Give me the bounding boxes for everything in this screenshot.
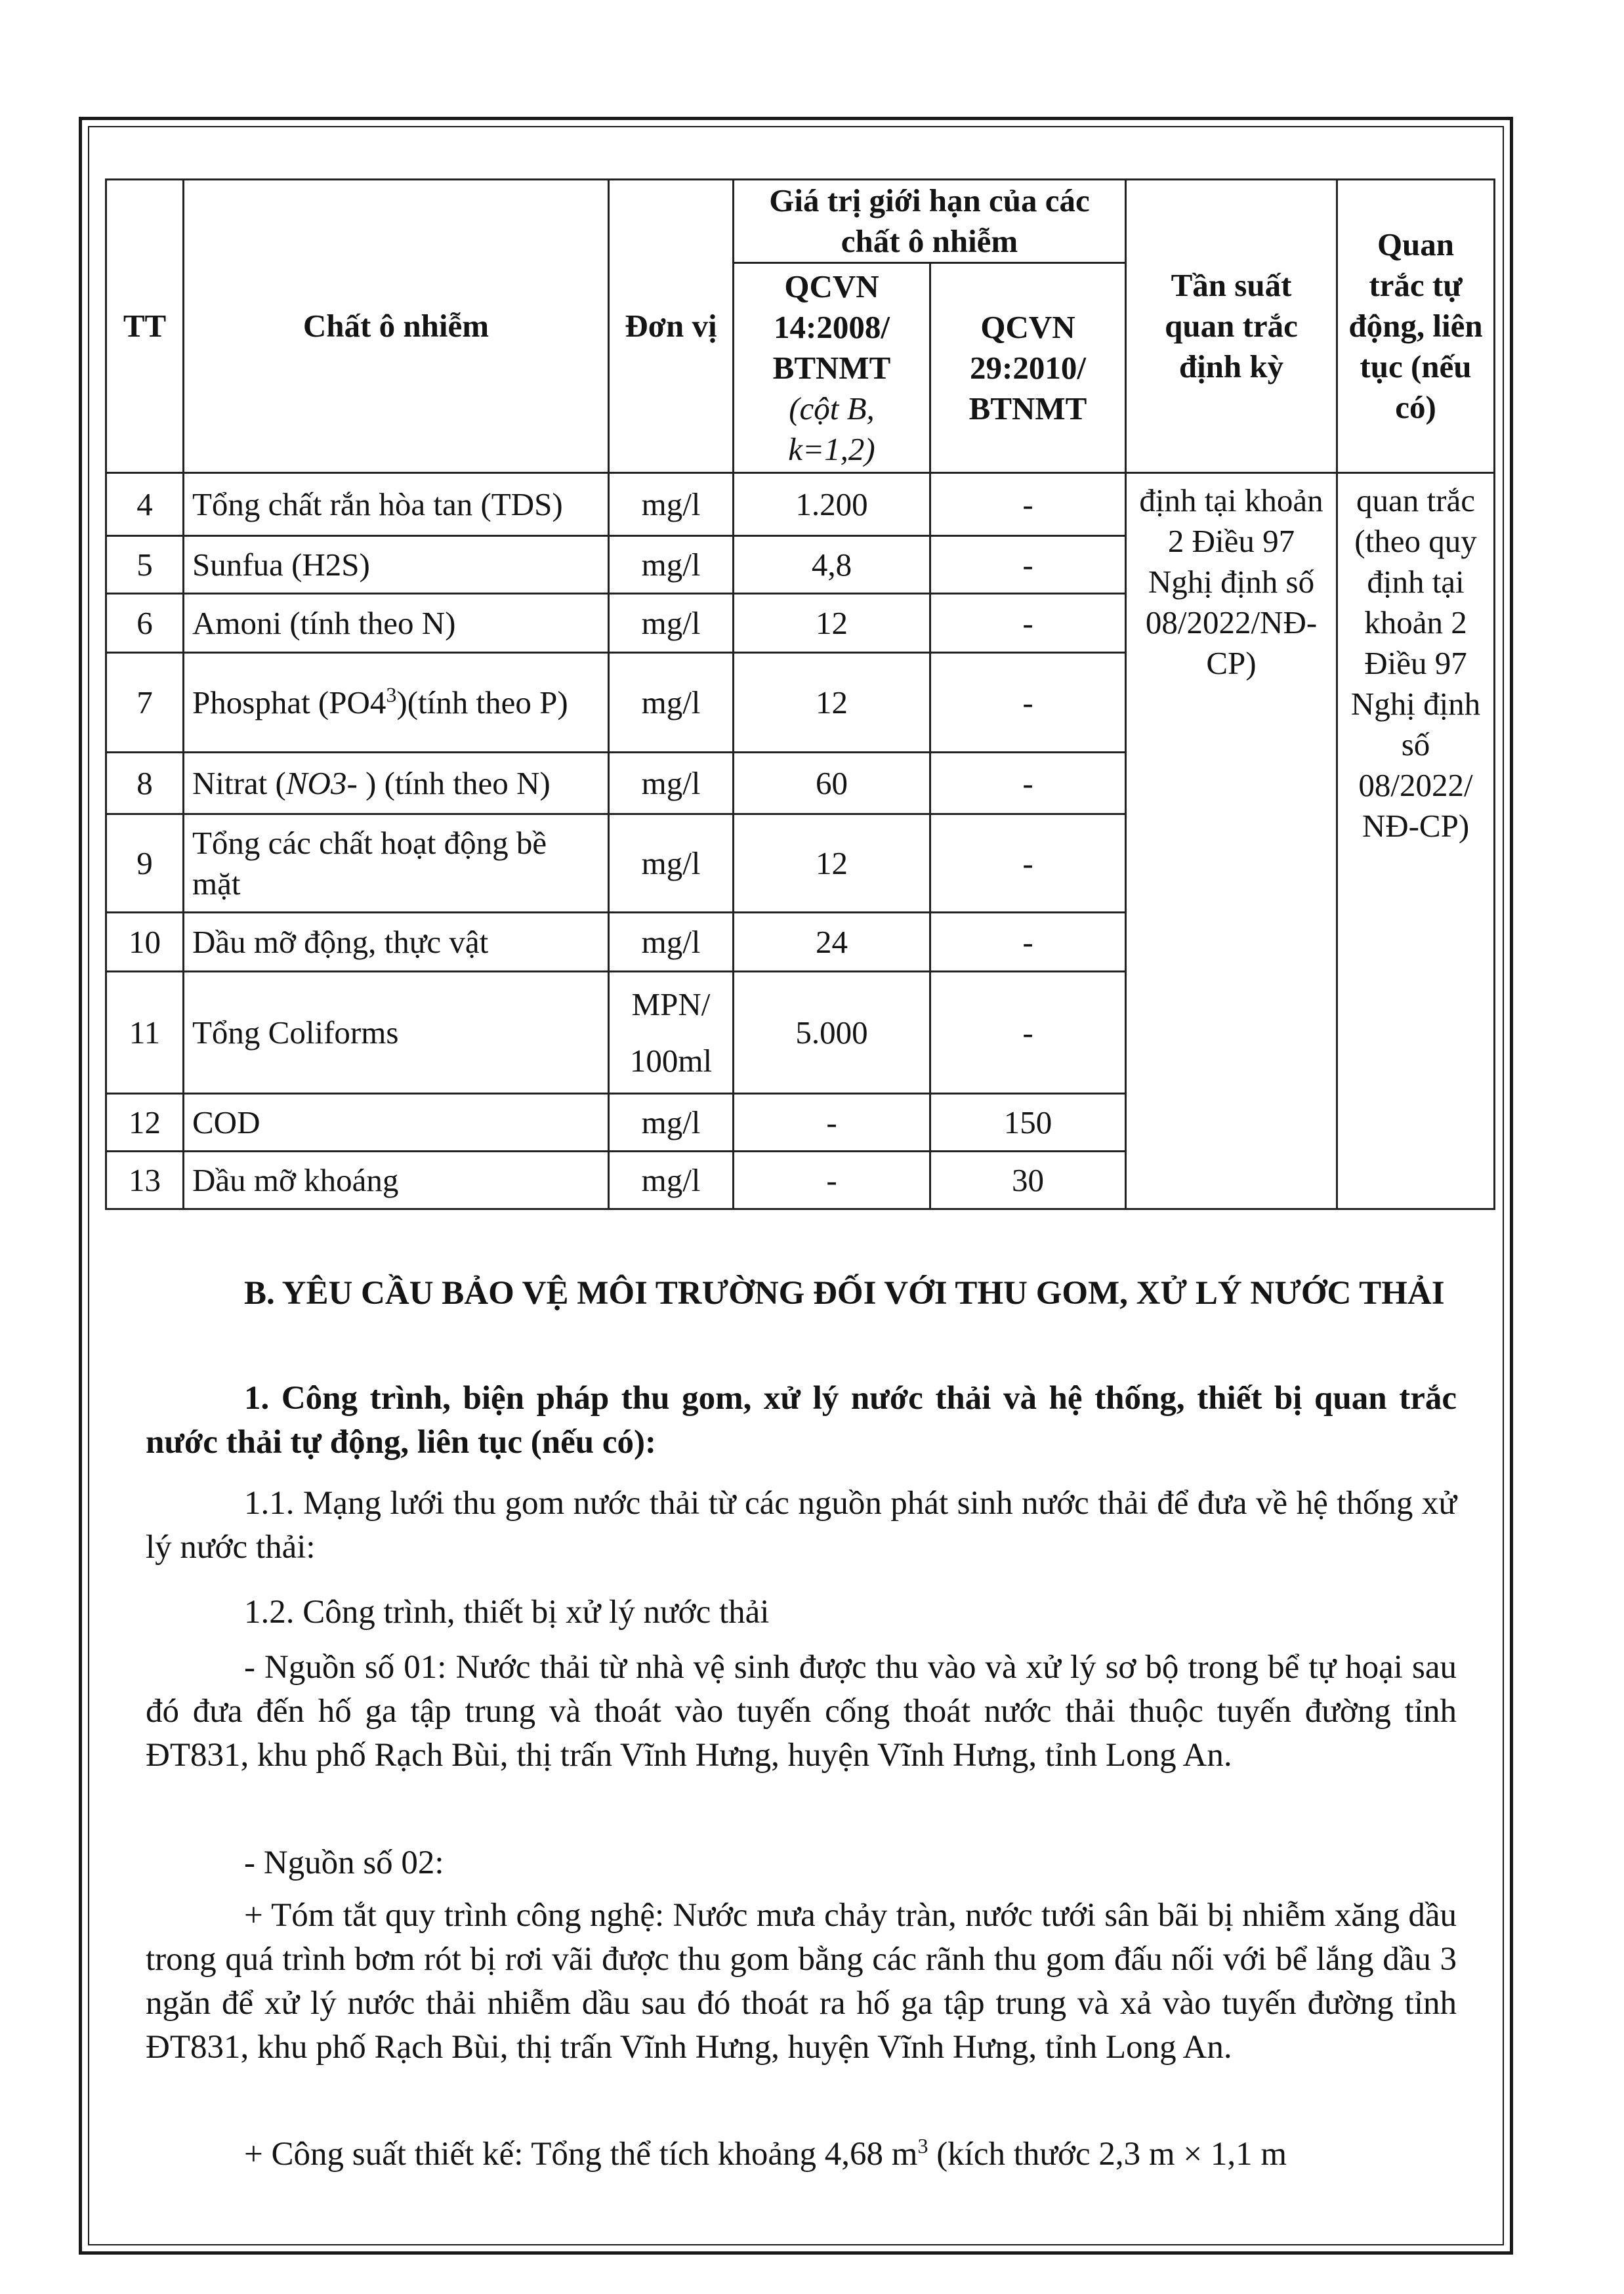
row-chat: Sunfua (H2S) [184, 536, 609, 594]
pollutant-limits-table [105, 178, 1495, 1210]
row-qcvn14: 60 [734, 753, 930, 814]
row-qcvn29: 30 [930, 1152, 1126, 1209]
row-qcvn14: 12 [734, 814, 930, 913]
row-qcvn14: - [734, 1094, 930, 1152]
header-qcvn14-note: (cột B, k=1,2) [788, 390, 875, 467]
cong-suat-thiet-ke [146, 2133, 1457, 2177]
row-chat-part: Nitrat ( [192, 764, 286, 801]
header-quan-trac: Quan trắc tự động, liên tục (nếu có) [1337, 180, 1495, 473]
row-qcvn29: - [930, 473, 1126, 536]
row-tt: 13 [106, 1152, 184, 1209]
row-tt: 8 [106, 753, 184, 814]
row-tt: 4 [106, 473, 184, 536]
row-tt: 6 [106, 594, 184, 653]
row-chat: Dầu mỡ khoáng [184, 1152, 609, 1209]
row-don-vi: mg/l [609, 913, 734, 972]
row-chat: Tổng các chất hoạt động bề mặt [184, 814, 609, 913]
header-tan-suat: Tần suất quan trắc định kỳ [1126, 180, 1337, 473]
row-qcvn14: 1.200 [734, 473, 930, 536]
section-b-item-1-2: 1.2. Công trình, thiết bị xử lý nước thải [244, 1594, 770, 1631]
row-qcvn14: - [734, 1152, 930, 1209]
row-qcvn14: 12 [734, 653, 930, 753]
row-qcvn14: 4,8 [734, 536, 930, 594]
row-don-vi: mg/l [609, 814, 734, 913]
row-chat: Dầu mỡ động, thực vật [184, 913, 609, 972]
row-chat [184, 653, 609, 753]
section-b-item-1: 1. Công trình, biện pháp thu gom, xử lý nước thải và hệ thống, thiết bị quan trắc nước thải tự động, liên tục (nếu có): [146, 1380, 1457, 1461]
row-don-vi: MPN/ 100ml [609, 972, 734, 1094]
cong-suat-part: (kích thước 2,3 m × 1,1 m [928, 2136, 1287, 2173]
row-chat: Tổng chất rắn hòa tan (TDS) [184, 473, 609, 536]
row-qcvn29: 150 [930, 1094, 1126, 1152]
row-chat-sup: 3 [386, 682, 397, 707]
row-chat: COD [184, 1094, 609, 1152]
header-gia-tri-gioi-han: Giá trị giới hạn của các chất ô nhiễm [734, 180, 1126, 263]
row-qcvn14: 12 [734, 594, 930, 653]
nguon-so-02: - Nguồn số 02: [244, 1845, 444, 1881]
section-b-title: B. YÊU CẦU BẢO VỆ MÔI TRƯỜNG ĐỐI VỚI THU GOM, XỬ LÝ NƯỚC THẢI [244, 1275, 1445, 1312]
row-qcvn29: - [930, 814, 1126, 913]
row-tt: 12 [106, 1094, 184, 1152]
row-chat-part: )(tính theo P) [396, 684, 568, 720]
row-don-vi: mg/l [609, 753, 734, 814]
row-tt: 11 [106, 972, 184, 1094]
cong-suat-sup: 3 [917, 2134, 928, 2158]
header-don-vi: Đơn vị [609, 180, 734, 473]
row-qcvn14: 24 [734, 913, 930, 972]
header-qcvn29: QCVN 29:2010/ BTNMT [930, 263, 1126, 473]
quan-trac-cell: quan trắc (theo quy định tại khoản 2 Điều 97 Nghị định số 08/2022/ NĐ-CP) [1337, 473, 1495, 1209]
row-chat-part: ) (tính theo N) [357, 764, 551, 801]
row-tt: 9 [106, 814, 184, 913]
row-don-vi: mg/l [609, 536, 734, 594]
row-qcvn29: - [930, 653, 1126, 753]
nguon-so-01: - Nguồn số 01: Nước thải từ nhà vệ sinh được thu vào và xử lý sơ bộ trong bể tự hoại sau đó đưa đến hố ga tập trung và thoát vào tuyến cống thoát nước thải thuộc tuyến đường tỉnh ĐT831, khu phố Rạch Bùi, thị trấn Vĩnh Hưng, huyện Vĩnh Hưng, tỉnh Long An. [146, 1649, 1457, 1774]
row-chat: Amoni (tính theo N) [184, 594, 609, 653]
row-don-vi: mg/l [609, 473, 734, 536]
header-tt: TT [106, 180, 184, 473]
row-qcvn29: - [930, 753, 1126, 814]
table-row [106, 473, 1495, 536]
row-tt: 5 [106, 536, 184, 594]
row-tt: 7 [106, 653, 184, 753]
header-qcvn14 [734, 263, 930, 473]
row-tt: 10 [106, 913, 184, 972]
row-qcvn29: - [930, 913, 1126, 972]
row-qcvn29: - [930, 972, 1126, 1094]
row-don-vi: mg/l [609, 653, 734, 753]
header-qcvn14-name: QCVN 14:2008/ BTNMT [772, 268, 891, 386]
row-don-vi: mg/l [609, 1094, 734, 1152]
row-chat: Tổng Coliforms [184, 972, 609, 1094]
header-chat-o-nhiem: Chất ô nhiễm [184, 180, 609, 473]
row-don-vi: mg/l [609, 594, 734, 653]
row-qcvn29: - [930, 594, 1126, 653]
row-chat [184, 753, 609, 814]
row-chat-formula: NO3- [285, 764, 358, 801]
row-qcvn14: 5.000 [734, 972, 930, 1094]
cong-suat-part: + Công suất thiết kế: Tổng thể tích khoảng 4,68 m [244, 2136, 918, 2173]
tan-suat-cell: định tại khoản 2 Điều 97 Nghị định số 08/2022/NĐ-CP) [1126, 473, 1337, 1209]
row-qcvn29: - [930, 536, 1126, 594]
section-b-item-1-1: 1.1. Mạng lưới thu gom nước thải từ các nguồn phát sinh nước thải để đưa về hệ thống xử lý nước thải: [146, 1485, 1457, 1566]
row-chat-part: Phosphat (PO4 [192, 684, 386, 720]
row-don-vi: mg/l [609, 1152, 734, 1209]
tom-tat-quy-trinh: + Tóm tắt quy trình công nghệ: Nước mưa chảy tràn, nước tưới sân bãi bị nhiễm xăng dầu trong quá trình bơm rót bị rơi vãi được thu gom bằng các rãnh thu gom đấu nối với bể lắng dầu 3 ngăn để xử lý nước thải nhiễm dầu sau đó thoát ra hố ga tập trung và xả vào tuyến đường tỉnh ĐT831, khu phố Rạch Bùi, thị trấn Vĩnh Hưng, huyện Vĩnh Hưng, tỉnh Long An. [146, 1897, 1457, 2066]
